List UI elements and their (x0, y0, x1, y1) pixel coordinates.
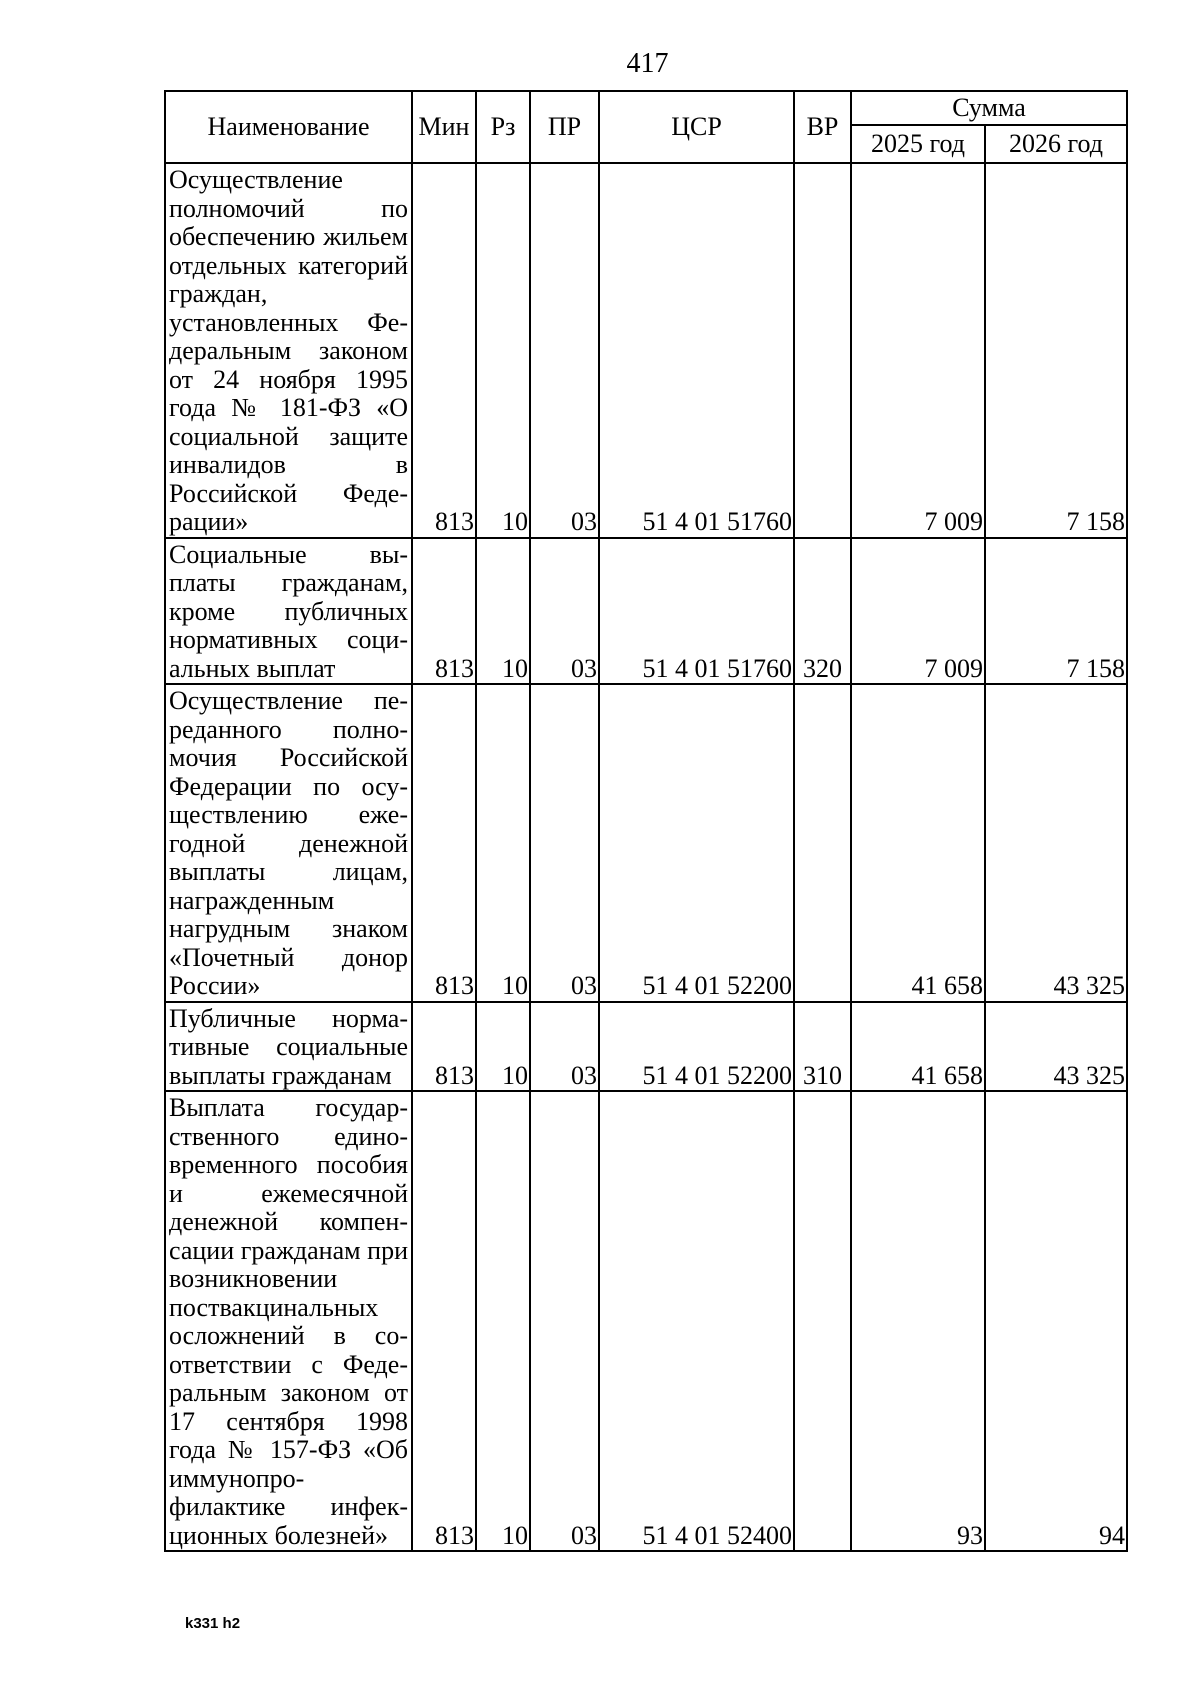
table-row (165, 1002, 1127, 1092)
row-min: 813 (412, 1091, 476, 1551)
row-csr: 51 4 01 52400 (599, 1091, 794, 1551)
header-vr: ВР (794, 91, 851, 163)
row-csr: 51 4 01 52200 (599, 1002, 794, 1092)
row-min: 813 (412, 684, 476, 1002)
table-body (165, 163, 1127, 1551)
row-vr (794, 684, 851, 1002)
row-rz: 10 (476, 1091, 530, 1551)
header-sum: Сумма (851, 91, 1127, 125)
row-sum-2026: 43 325 (985, 684, 1127, 1002)
header-year-2025: 2025 год (851, 125, 985, 163)
row-vr (794, 163, 851, 538)
row-pr: 03 (530, 538, 599, 685)
row-csr: 51 4 01 51760 (599, 538, 794, 685)
row-rz: 10 (476, 163, 530, 538)
row-csr: 51 4 01 52200 (599, 684, 794, 1002)
row-sum-2025: 7 009 (851, 538, 985, 685)
table-row (165, 1091, 1127, 1551)
table-row (165, 684, 1127, 1002)
row-min: 813 (412, 163, 476, 538)
row-vr (794, 1091, 851, 1551)
row-csr: 51 4 01 51760 (599, 163, 794, 538)
row-sum-2025: 41 658 (851, 684, 985, 1002)
row-sum-2026: 7 158 (985, 163, 1127, 538)
row-sum-2026: 7 158 (985, 538, 1127, 685)
header-name: Наименование (165, 91, 412, 163)
page-number: 417 (626, 48, 669, 79)
header-min: Мин (412, 91, 476, 163)
row-pr: 03 (530, 1002, 599, 1092)
row-rz: 10 (476, 1002, 530, 1092)
document-code: k331 h2 (185, 1615, 241, 1632)
row-rz: 10 (476, 684, 530, 1002)
row-sum-2026: 94 (985, 1091, 1127, 1551)
row-min: 813 (412, 1002, 476, 1092)
row-name: Выплата государственного единовременного пособия и ежемесячной денежной компенсации гражданам при возникновении поствакцинальных осложнений в соответствии с Федеральным законом от 17 сентября 1998 года № 157-ФЗ «Об иммунопрофилактике инфекционных болезней» (165, 1091, 412, 1551)
table-row (165, 163, 1127, 538)
header-pr: ПР (530, 91, 599, 163)
table-header (165, 91, 1127, 163)
row-pr: 03 (530, 163, 599, 538)
row-pr: 03 (530, 684, 599, 1002)
row-name: Публичные нормативные социальные выплаты гражданам (165, 1002, 412, 1092)
header-rz: Рз (476, 91, 530, 163)
budget-table (164, 90, 1128, 1552)
row-sum-2025: 93 (851, 1091, 985, 1551)
row-name: Социальные выплаты гражданам, кроме публичных нормативных социальных выплат (165, 538, 412, 685)
row-name: Осуществление переданного полномочия Российской Федерации по осуществлению ежегодной денежной выплаты лицам, награжденным нагрудным знаком «Почетный донор России» (165, 684, 412, 1002)
header-year-2026: 2026 год (985, 125, 1127, 163)
row-min: 813 (412, 538, 476, 685)
row-vr: 320 (794, 538, 851, 685)
row-pr: 03 (530, 1091, 599, 1551)
header-csr: ЦСР (599, 91, 794, 163)
table-row (165, 538, 1127, 685)
row-rz: 10 (476, 538, 530, 685)
row-vr: 310 (794, 1002, 851, 1092)
row-sum-2025: 7 009 (851, 163, 985, 538)
row-name: Осуществление полномочий по обеспечению жильем отдельных категорий граждан, установленных Федеральным законом от 24 ноября 1995 года № 181-ФЗ «О социальной защите инвалидов в Российской Федерации» (165, 163, 412, 538)
row-sum-2026: 43 325 (985, 1002, 1127, 1092)
row-sum-2025: 41 658 (851, 1002, 985, 1092)
